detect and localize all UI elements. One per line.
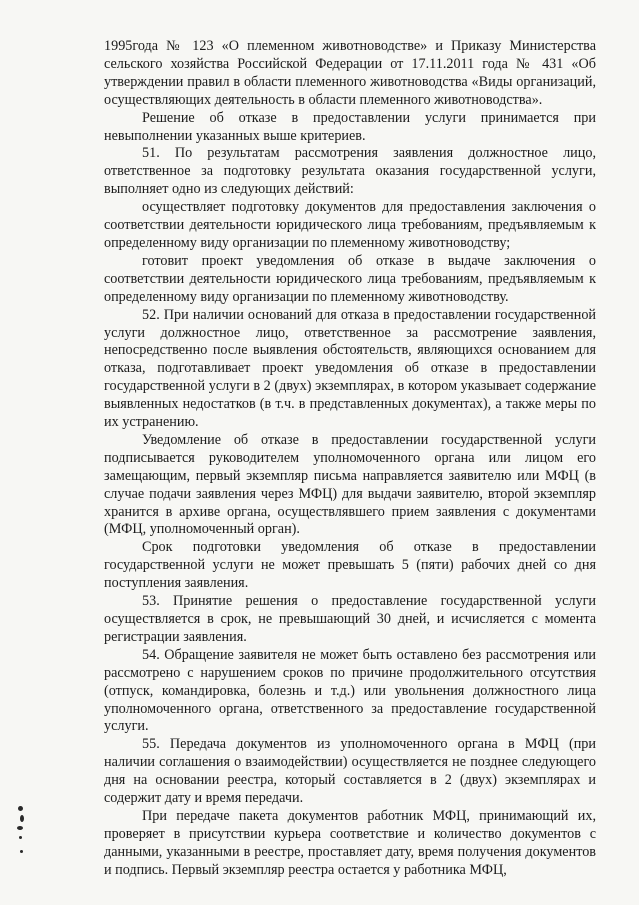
paragraph-refusal-deadline: Срок подготовки уведомления об отказе в предоставлении государственной услуги не может превышать 5 (пяти) рабочих дней со дня поступления заявления.	[104, 539, 596, 592]
paragraph-action-prepare-refusal: готовит проект уведомления об отказе в выдаче заключения о соответствии деятельности юридического лица требованиям, предъявляемым к определенному виду организации по племенному животноводству.	[104, 252, 596, 305]
paragraph-continuation: 1995года № 123 «О племенном животноводстве» и Приказу Министерства сельского хозяйства Российской Федерации от 17.11.2011 года № 431 «Об утверждении правил в области племенного животноводства «Виды организаций, осуществляющих деятельность в области племенного животноводства».	[104, 38, 596, 108]
paragraph-clause-51: 51. По результатам рассмотрения заявления должностное лицо, ответственное за подготовку результата оказания государственной услуги, выполняет одно из следующих действий:	[104, 145, 596, 198]
scan-speck	[19, 836, 22, 839]
scan-speck	[17, 826, 23, 830]
paragraph-refusal-decision: Решение об отказе в предоставлении услуги принимается при невыполнении указанных выше критериев.	[104, 109, 596, 144]
paragraph-clause-54: 54. Обращение заявителя не может быть оставлено без рассмотрения или рассмотрено с нарушением сроков по причине продолжительного отсутствия (отпуск, командировка, болезнь и т.д.) или увольнения должностного лица уполномоченного органа, ответственного за предоставление государственной услуги.	[104, 646, 596, 735]
paragraph-refusal-notice: Уведомление об отказе в предоставлении государственной услуги подписывается руководителем уполномоченного органа или лицом его замещающим, первый экземпляр письма направляется заявителю или МФЦ (в случае подачи заявления через МФЦ) для выдачи заявителю, второй экземпляр хранится в архиве органа, осуществлявшего прием заявления с документами (МФЦ, уполномоченный орган).	[104, 431, 596, 538]
document-page	[104, 38, 596, 880]
paragraph-action-prepare-documents: осуществляет подготовку документов для предоставления заключения о соответствии деятельности юридического лица требованиям, предъявляемым к определенному виду организации по племенному животноводству;	[104, 199, 596, 251]
scan-speck	[18, 806, 23, 811]
scan-speck	[20, 850, 23, 853]
paragraph-clause-52: 52. При наличии оснований для отказа в предоставлении государственной услуги должностное лицо, ответственное за рассмотрение заявления, непосредственно после выявления обстоятельств, являющихся основанием для отказа, подготавливает проект уведомления об отказе в предоставлении государственной услуги в 2 (двух) экземплярах, в котором указывает содержание выявленных недостатков (в т.ч. в представленных документах), а также меры по их устранению.	[104, 306, 596, 431]
paragraph-clause-55: 55. Передача документов из уполномоченного органа в МФЦ (при наличии соглашения о взаимодействии) осуществляется не позднее следующего дня на основании реестра, который составляется в 2 (двух) экземплярах и содержит дату и время передачи.	[104, 736, 596, 807]
paragraph-mfc-transfer: При передаче пакета документов работник МФЦ, принимающий их, проверяет в присутствии курьера соответствие и количество документов с данными, указанными в реестре, проставляет дату, время получения документов и подпись. Первый экземпляр реестра остается у работника МФЦ,	[104, 807, 596, 878]
scan-speck	[20, 815, 24, 822]
paragraph-clause-53: 53. Принятие решения о предоставление государственной услуги осуществляется в срок, не превышающий 30 дней, и исчисляется с момента регистрации заявления.	[104, 593, 596, 645]
